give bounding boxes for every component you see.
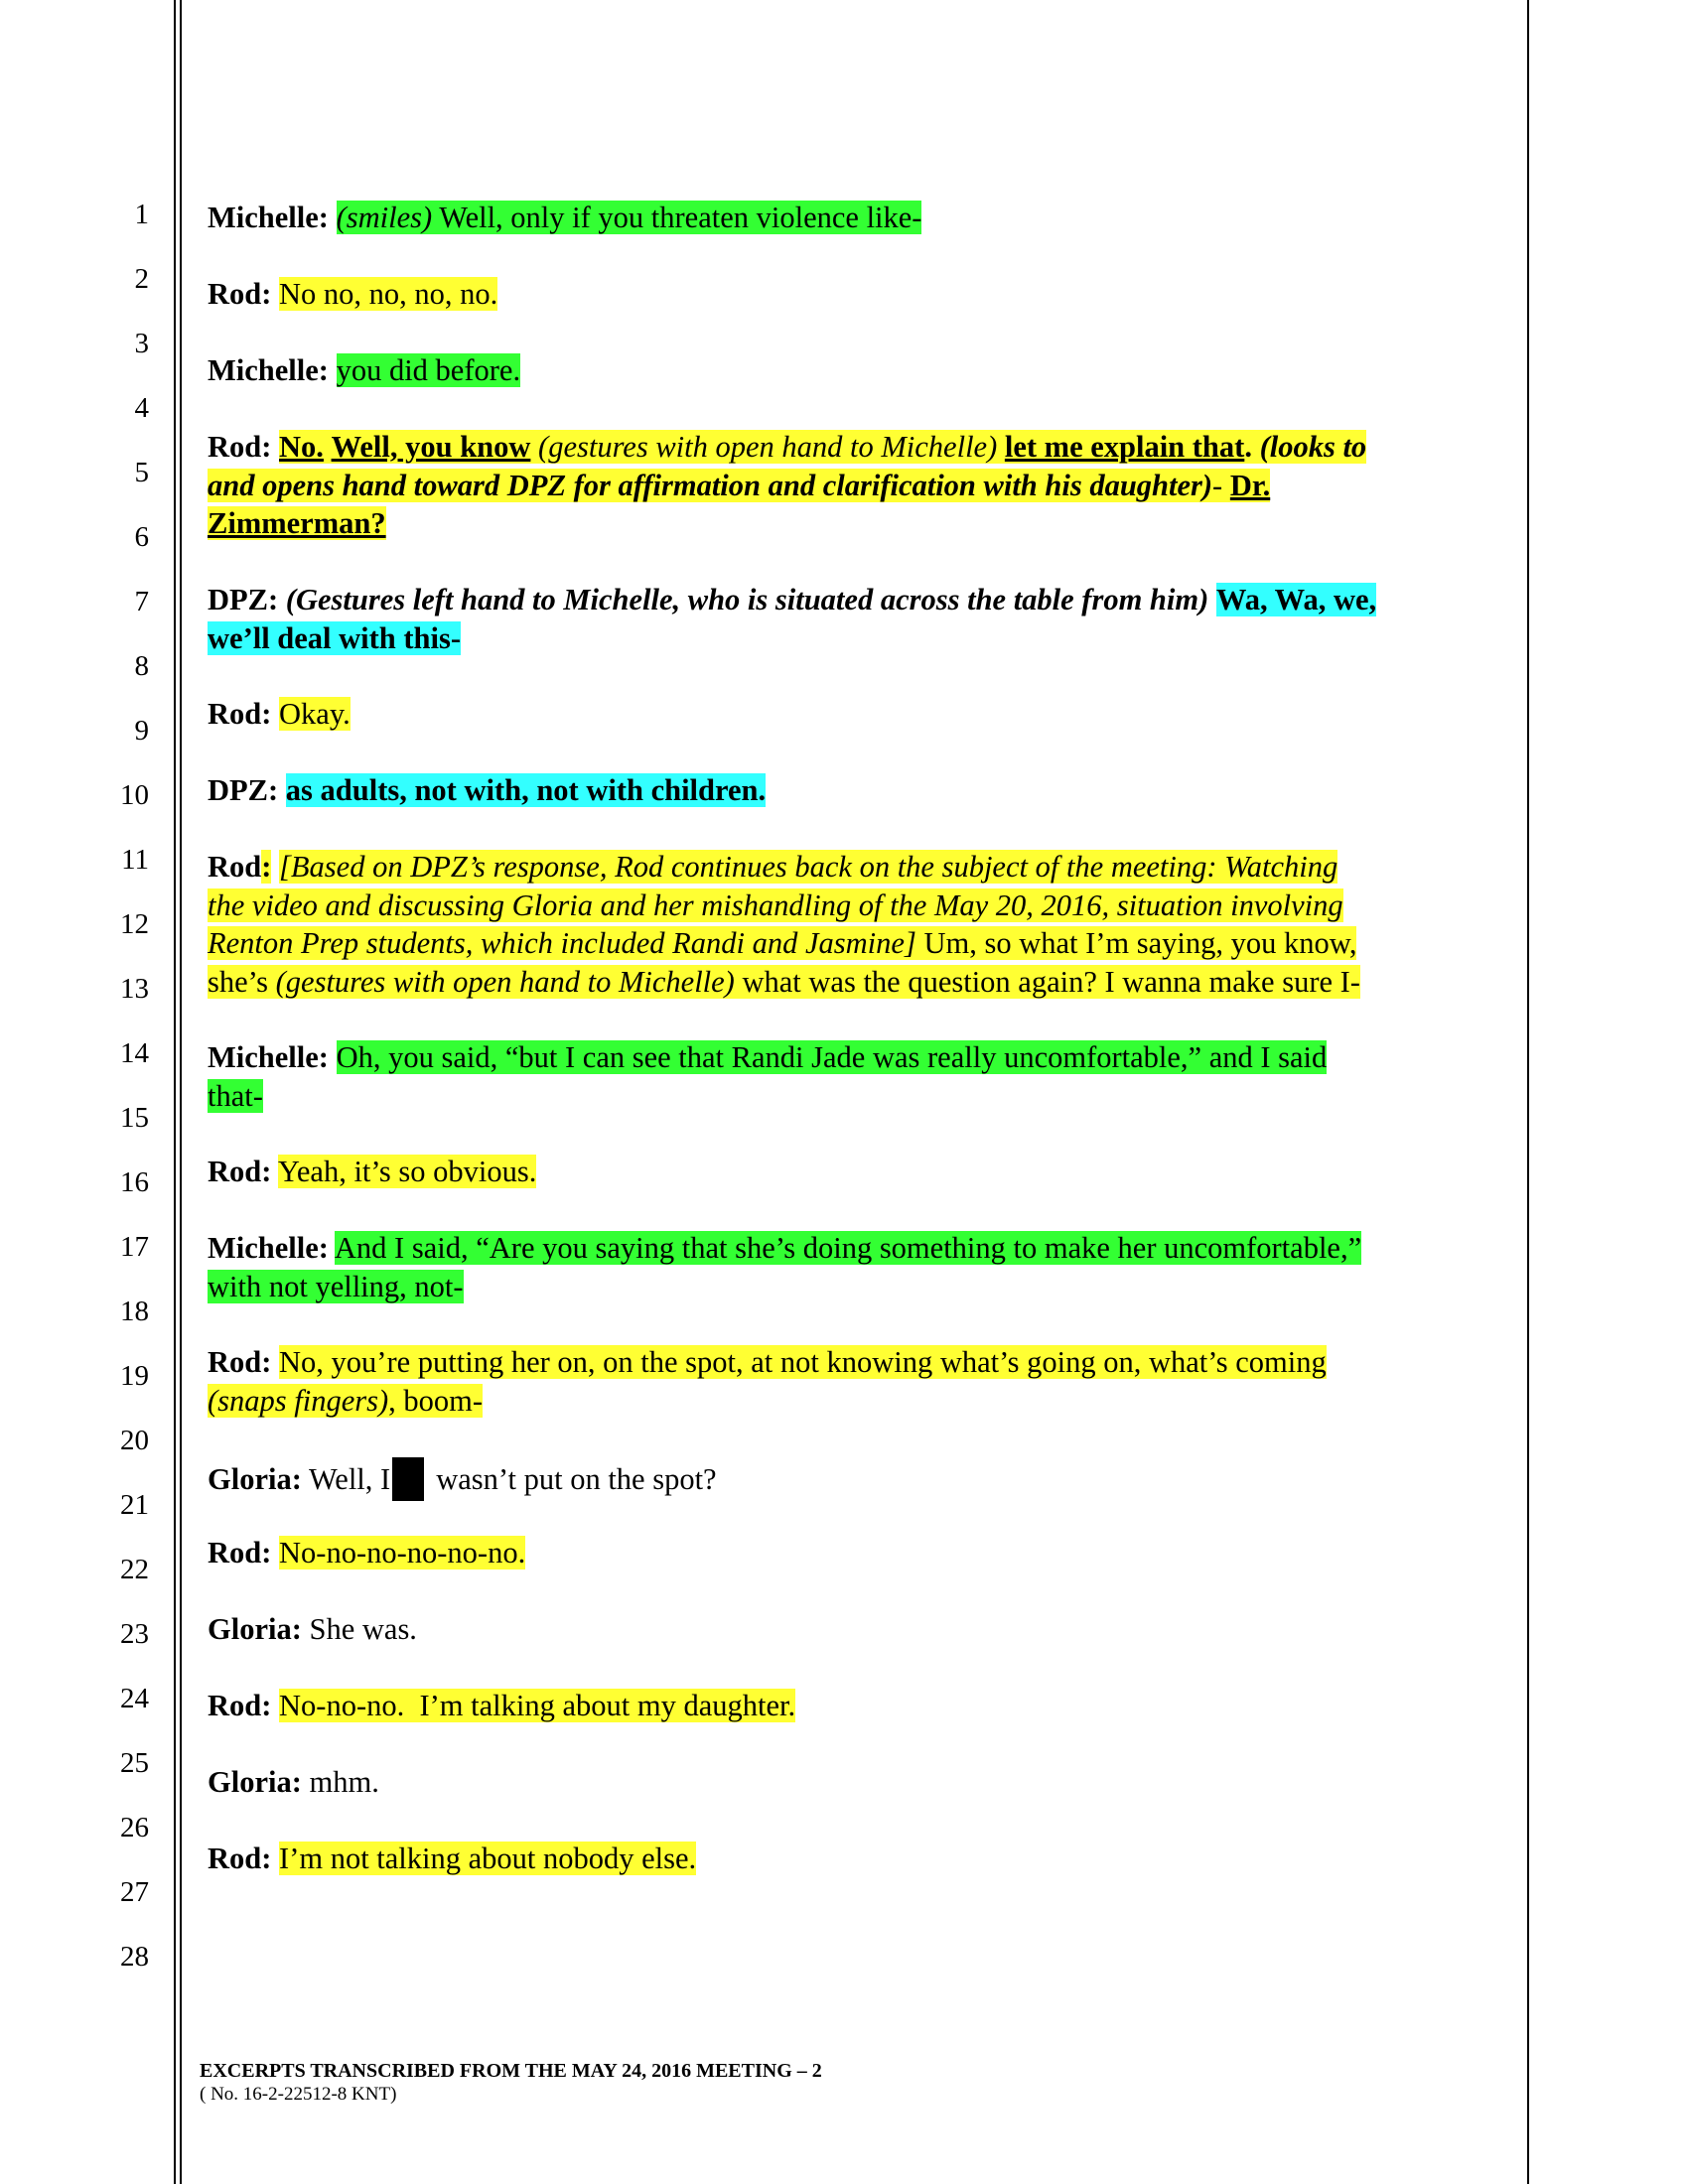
stage-direction: [Based on DPZ’s response, Rod continues back on the subject of the meeting: Watching xyxy=(279,850,1338,884)
spoken-text: - xyxy=(1212,468,1230,502)
entry-text: She was. xyxy=(309,1612,417,1646)
line-number: 28 xyxy=(120,1941,149,1973)
transcript-entry xyxy=(208,581,1498,657)
line-number: 11 xyxy=(121,844,149,876)
transcript-entry xyxy=(208,275,1498,314)
speaker-label: Michelle: xyxy=(208,353,329,387)
speaker-label: Gloria: xyxy=(208,1612,302,1646)
entry-text xyxy=(337,201,922,234)
line-number: 20 xyxy=(120,1425,149,1456)
footer-title: EXCERPTS TRANSCRIBED FROM THE MAY 24, 2016 MEETING – 2 xyxy=(200,2060,822,2082)
entry-text: we’ll deal with this- xyxy=(208,620,462,655)
line-number: 8 xyxy=(134,650,149,682)
left-margin-rule xyxy=(174,0,176,2184)
entry-line xyxy=(208,1229,1498,1268)
line-number: 12 xyxy=(120,908,149,940)
speaker-label: Rod: xyxy=(208,1689,272,1722)
entry-text: that- xyxy=(208,1078,263,1113)
transcript-entry xyxy=(208,428,1498,543)
speaker-label: Gloria: xyxy=(208,1462,302,1496)
line-number: 3 xyxy=(134,328,149,359)
emphasis-text: Well, you know xyxy=(331,430,531,464)
entry-line xyxy=(208,887,1498,925)
transcript-entry xyxy=(208,1229,1498,1305)
transcript-entry xyxy=(208,1763,1498,1802)
speaker-label: Rod: xyxy=(208,1155,272,1188)
transcript-entry xyxy=(208,1534,1498,1572)
speaker-label: Michelle: xyxy=(208,1040,329,1074)
entry-line xyxy=(208,1077,1498,1116)
entry-line xyxy=(208,1038,1498,1077)
line-number: 19 xyxy=(120,1360,149,1392)
line-number: 1 xyxy=(134,199,149,230)
entry-line xyxy=(208,1268,1498,1306)
line-number: 23 xyxy=(120,1618,149,1650)
entry-line xyxy=(208,504,1498,543)
entry-text: Wa, Wa, we, xyxy=(1215,583,1377,616)
transcript-entry xyxy=(208,1038,1498,1115)
spoken-text: Well, only if you threaten violence like- xyxy=(432,201,922,234)
entry-text: I’m not talking about nobody else. xyxy=(279,1842,697,1875)
line-number: 14 xyxy=(120,1037,149,1069)
entry-text: Well, I xyxy=(308,1462,391,1496)
entry-line xyxy=(208,924,1498,963)
entry-text: with not yelling, not- xyxy=(208,1269,464,1303)
line-number: 6 xyxy=(134,521,149,553)
entry-text: Yeah, it’s so obvious. xyxy=(277,1155,537,1188)
entry-line xyxy=(208,1343,1498,1382)
stage-direction: Renton Prep students, which included Randi and Jasmine] xyxy=(208,926,916,960)
entry-text: wasn’t put on the spot? xyxy=(436,1462,717,1496)
spoken-text: what was the question again? I wanna make sure I- xyxy=(734,964,1360,999)
entry-text xyxy=(208,506,386,540)
stage-direction: (gestures with open hand to Michelle) xyxy=(530,430,1005,464)
spoken-text: she’s xyxy=(208,964,276,999)
speaker-label: Rod xyxy=(208,850,262,884)
entry-line xyxy=(208,963,1498,1002)
entry-text: Okay. xyxy=(279,697,351,731)
entry-text: mhm. xyxy=(309,1765,379,1799)
line-number: 22 xyxy=(120,1554,149,1585)
speaker-label: Michelle: xyxy=(208,201,329,234)
entry-text xyxy=(208,1384,483,1418)
transcript-entry xyxy=(208,1840,1498,1878)
entry-text xyxy=(208,469,1270,502)
entry-text: No-no-no-no-no-no. xyxy=(279,1536,526,1570)
speaker-label: Gloria: xyxy=(208,1765,302,1799)
transcript-entry xyxy=(208,771,1498,810)
line-number: 27 xyxy=(120,1876,149,1908)
speaker-label: Michelle: xyxy=(208,1231,329,1265)
line-number: 24 xyxy=(120,1683,149,1714)
line-number: 26 xyxy=(120,1812,149,1843)
line-number: 10 xyxy=(120,779,149,811)
entry-text: as adults, not with, not with children. xyxy=(285,773,767,807)
entry-line xyxy=(208,848,1498,887)
speaker-label: Rod: xyxy=(208,1345,272,1379)
stage-direction: (snaps fingers) xyxy=(208,1383,389,1418)
right-margin-rule xyxy=(1527,0,1529,2184)
line-number: 5 xyxy=(134,457,149,488)
transcript-entry xyxy=(208,199,1498,237)
speaker-label: Rod: xyxy=(208,1536,272,1570)
entry-text: No no, no, no, no. xyxy=(279,277,498,311)
entry-text xyxy=(279,430,1366,464)
speaker-colon: : xyxy=(261,850,272,884)
line-number: 7 xyxy=(134,586,149,617)
line-number: 9 xyxy=(134,715,149,747)
entry-text: No, you’re putting her on, on the spot, at not knowing what’s going on, what’s coming xyxy=(279,1345,1327,1379)
line-number: 25 xyxy=(120,1747,149,1779)
speaker-label: DPZ: xyxy=(208,583,279,616)
transcript-entry xyxy=(208,695,1498,734)
left-margin-rule-inner xyxy=(180,0,182,2184)
transcript-entry xyxy=(208,351,1498,390)
entry-text xyxy=(208,965,1360,999)
line-number: 4 xyxy=(134,392,149,424)
stage-direction: (Gestures left hand to Michelle, who is situated across the table from him) xyxy=(285,583,1209,616)
entry-text: No-no-no. I’m talking about my daughter. xyxy=(279,1689,796,1722)
punctuation: . xyxy=(1244,430,1260,464)
entry-line xyxy=(208,467,1498,505)
line-number: 21 xyxy=(120,1489,149,1521)
spoken-text: Um, so what I’m saying, you know, xyxy=(915,926,1357,960)
entry-text: Oh, you said, “but I can see that Randi Jade was really uncomfortable,” and I said xyxy=(336,1040,1328,1074)
line-number: 13 xyxy=(120,973,149,1005)
stage-direction: (gestures with open hand to Michelle) xyxy=(275,964,735,999)
speaker-label: Rod: xyxy=(208,430,272,464)
speaker-label: Rod: xyxy=(208,697,272,731)
transcript-entry xyxy=(208,848,1498,1001)
line-number: 16 xyxy=(120,1166,149,1198)
stage-direction: (looks to xyxy=(1259,430,1367,464)
transcript-entry xyxy=(208,1610,1498,1649)
speaker-label: Rod: xyxy=(208,1842,272,1875)
speaker-label: DPZ: xyxy=(208,773,279,807)
emphasis-text: Zimmerman? xyxy=(208,506,386,540)
stage-direction: the video and discussing Gloria and her mishandling of the May 20, 2016, situation involving xyxy=(208,887,1343,922)
transcript-entry xyxy=(208,1687,1498,1725)
entry-text: you did before. xyxy=(336,353,521,387)
line-number: 2 xyxy=(134,263,149,295)
entry-line xyxy=(208,1382,1498,1421)
emphasis-text: let me explain that xyxy=(1004,430,1245,464)
entry-line xyxy=(208,428,1498,467)
speaker-label: Rod: xyxy=(208,277,272,311)
emphasis-text: No. xyxy=(279,430,324,464)
emphasis-text: Dr. xyxy=(1229,468,1271,502)
transcript-entry xyxy=(208,1153,1498,1191)
stage-direction: (smiles) xyxy=(336,201,433,234)
spoken-text: , boom- xyxy=(388,1383,484,1418)
entry-line xyxy=(208,581,1498,619)
entry-text xyxy=(208,926,1356,960)
stage-direction: and opens hand toward DPZ for affirmation and clarification with his daughter) xyxy=(208,468,1213,502)
footer-case-number: ( No. 16-2-22512-8 KNT) xyxy=(200,2084,397,2105)
line-number: 18 xyxy=(120,1296,149,1327)
entry-text: And I said, “Are you saying that she’s doing something to make her uncomfortable,” xyxy=(334,1231,1362,1265)
line-number: 17 xyxy=(120,1231,149,1263)
redaction-box xyxy=(392,1457,424,1501)
line-number: 15 xyxy=(120,1102,149,1134)
transcript-entry xyxy=(208,1457,1498,1501)
entry-line xyxy=(208,619,1498,658)
transcript-entry xyxy=(208,1343,1498,1420)
